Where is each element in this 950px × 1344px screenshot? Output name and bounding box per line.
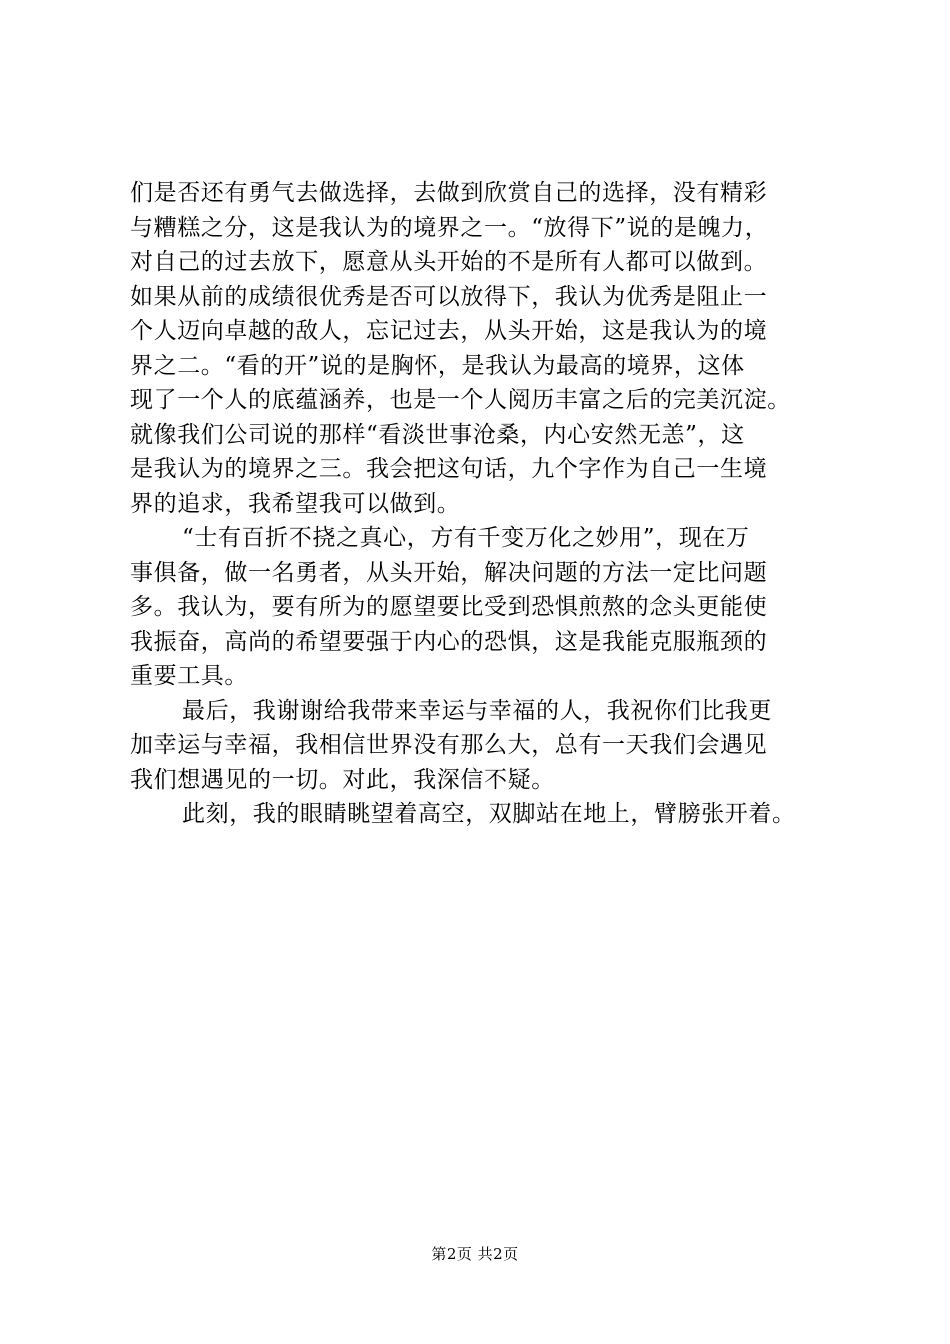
text-line: 如果从前的成绩很优秀是否可以放得下，我认为优秀是阻止一 <box>130 283 768 310</box>
text-line: 个人迈向卓越的敌人，忘记过去，从头开始，这是我认为的境 <box>130 318 768 344</box>
text-line: 界的追求，我希望我可以做到。 <box>130 490 461 517</box>
text-line: 我振奋，高尚的希望要强于内心的恐惧，这是我能克服瓶颈的 <box>130 628 768 655</box>
text-line: 们是否还有勇气去做选择，去做到欣赏自己的选择，没有精彩 <box>130 180 768 206</box>
text-line: 对自己的过去放下，愿意从头开始的不是所有人都可以做到。 <box>130 249 768 275</box>
text-line: 是我认为的境界之三。我会把这句话，九个字作为自己一生境 <box>130 456 768 482</box>
paragraph-first-line: “士有百折不挠之真心，方有千变万化之妙用”，现在万 <box>182 525 750 551</box>
text-line: 加幸运与幸福，我相信世界没有那么大，总有一天我们会遇见 <box>130 732 768 758</box>
paragraph-first-line: 此刻，我的眼睛眺望着高空，双脚站在地上，臂膀张开着。 <box>182 801 796 827</box>
paragraph-first-line: 最后，我谢谢给我带来幸运与幸福的人，我祝你们比我更 <box>182 697 772 724</box>
page-number-footer: 第2页 共2页 <box>431 1245 519 1263</box>
text-line: 与糟糕之分，这是我认为的境界之一。“放得下”说的是魄力， <box>130 214 769 241</box>
text-line: 界之二。“看的开”说的是胸怀，是我认为最高的境界，这体 <box>130 352 745 379</box>
document-body <box>130 176 840 832</box>
text-line: 重要工具。 <box>130 663 248 689</box>
text-line: 事俱备，做一名勇者，从头开始，解决问题的方法一定比问题 <box>130 559 768 586</box>
text-line: 多。我认为，要有所为的愿望要比受到恐惧煎熬的念头更能使 <box>130 594 768 620</box>
text-line: 我们想遇见的一切。对此，我深信不疑。 <box>130 766 555 793</box>
text-line: 现了一个人的底蕴涵养，也是一个人阅历丰富之后的完美沉淀。 <box>130 387 791 413</box>
text-line: 就像我们公司说的那样“看淡世事沧桑，内心安然无恙”，这 <box>130 421 745 448</box>
